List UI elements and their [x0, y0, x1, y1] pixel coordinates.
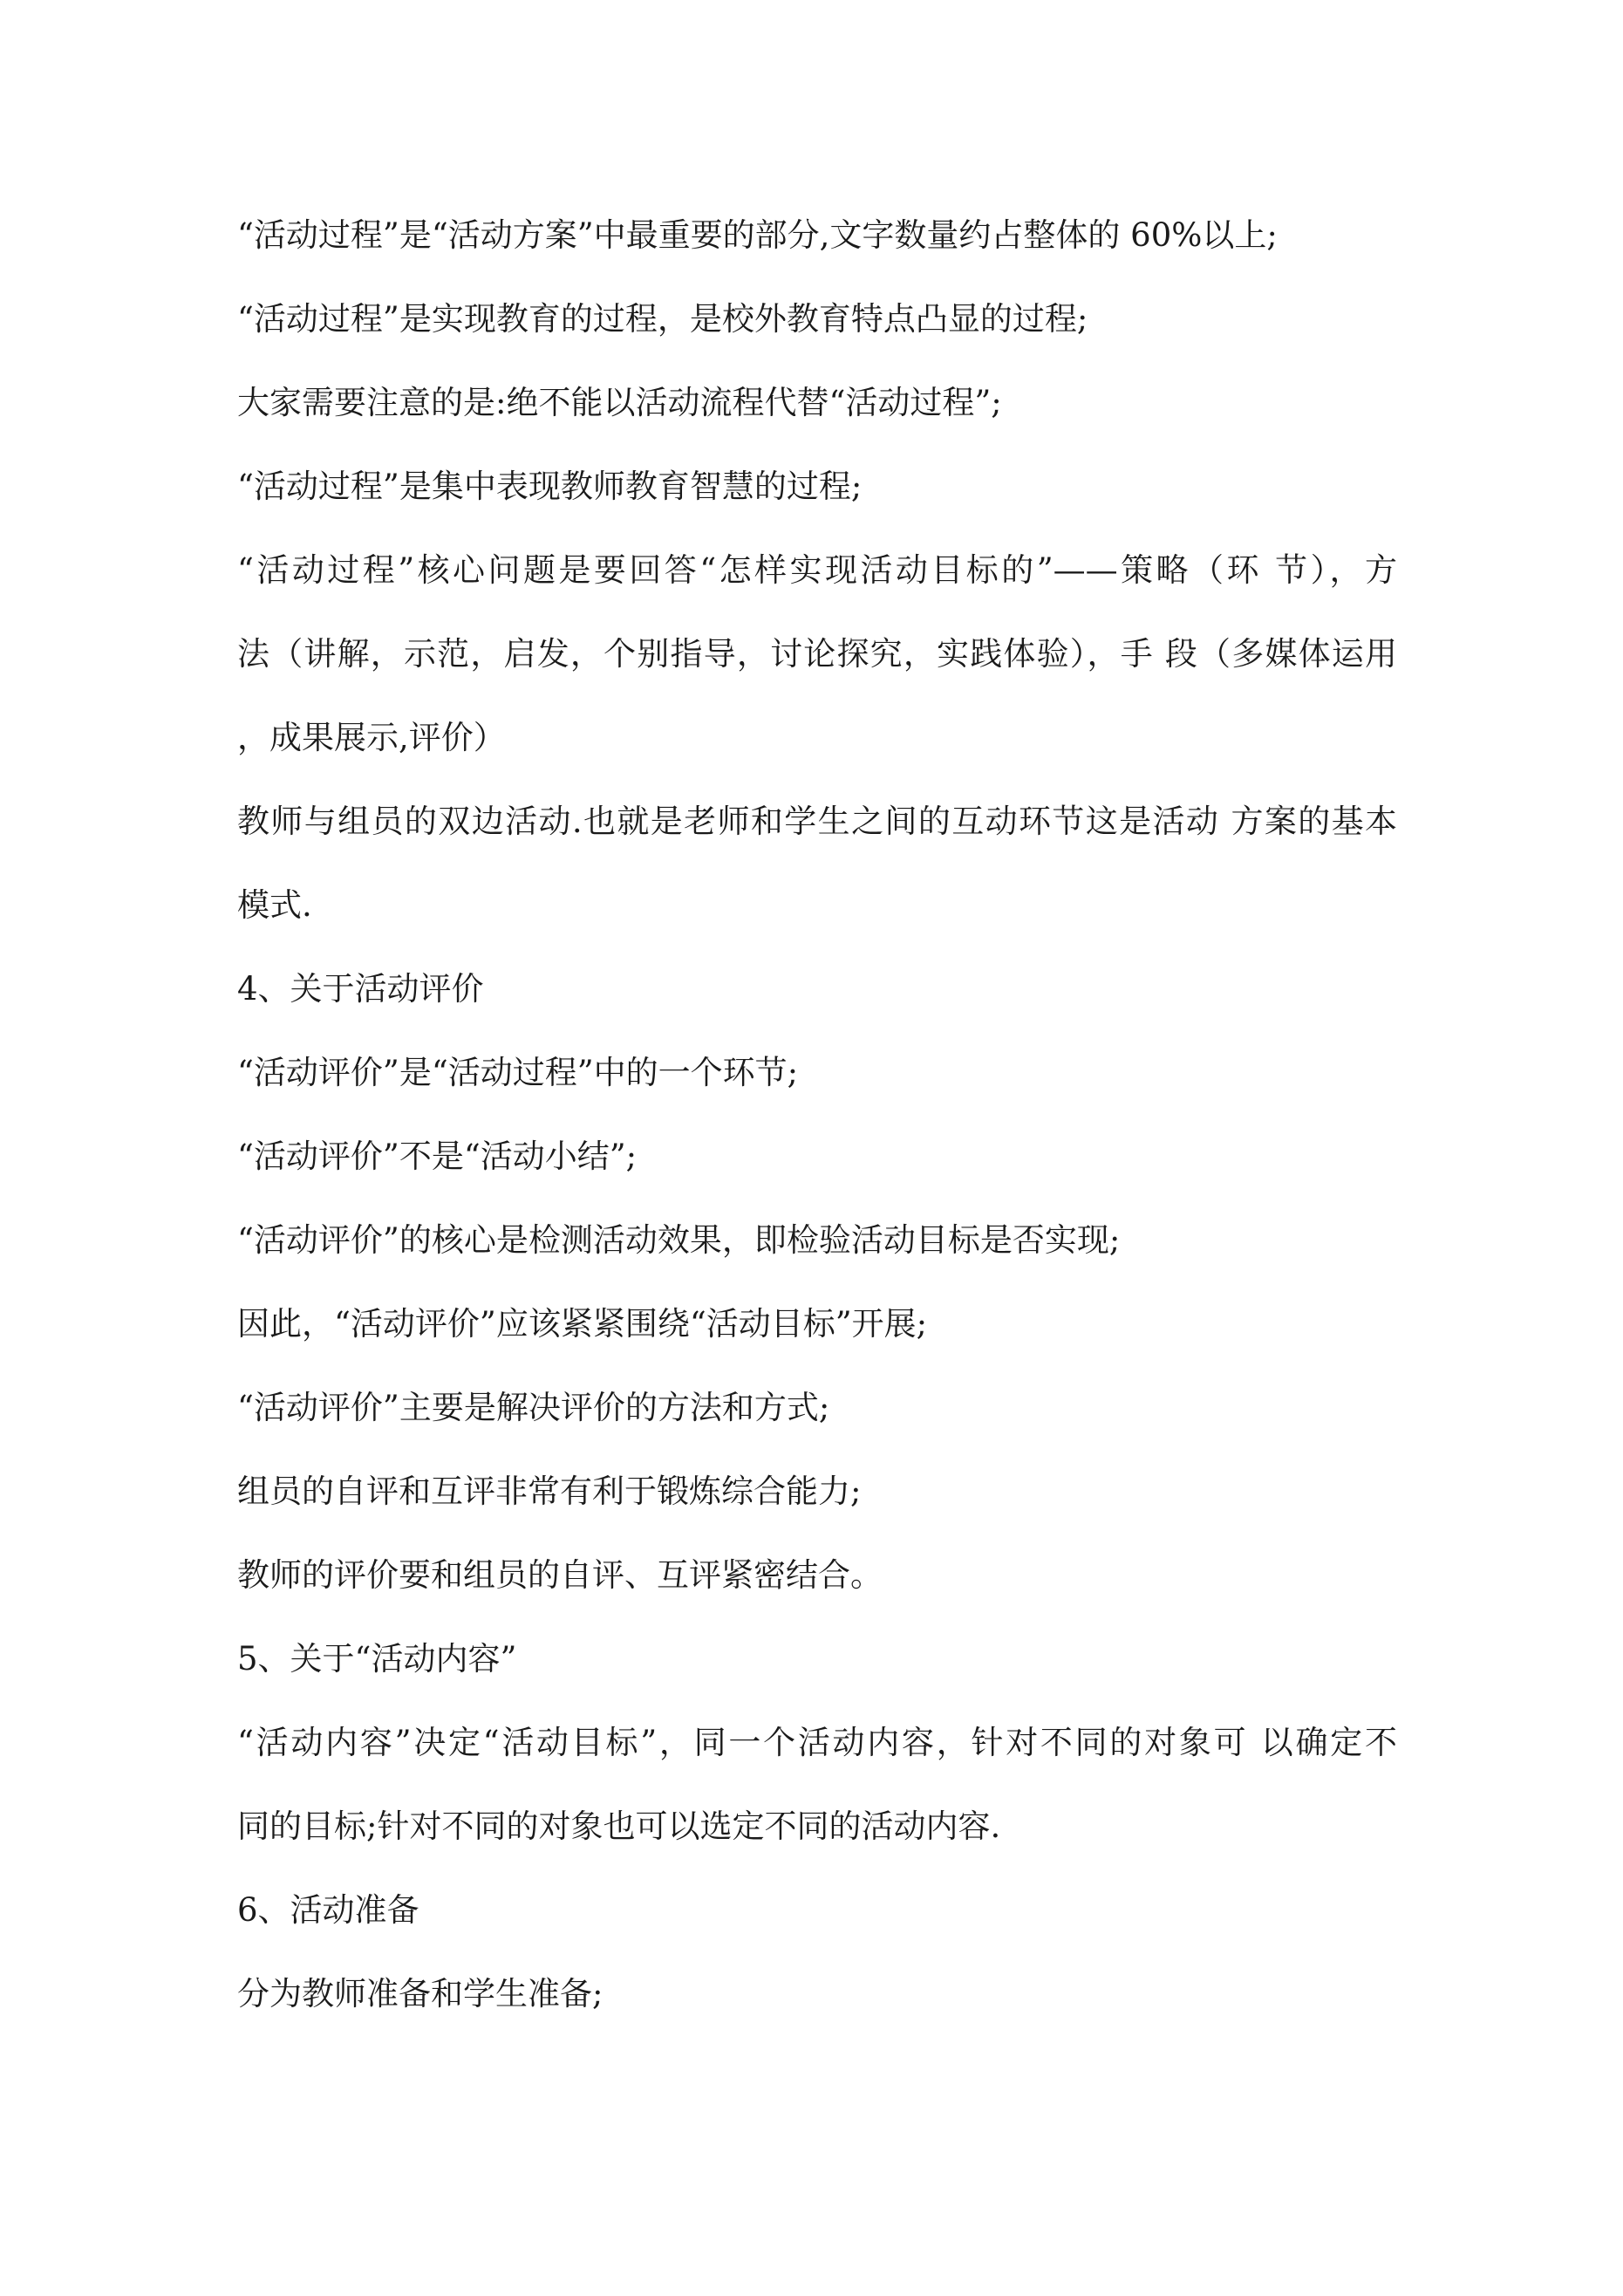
text-line-4: “活动过程”是集中表现教师教育智慧的过程;	[237, 468, 863, 505]
text-line-1: “活动过程”是“活动方案”中最重要的部分,文字数量约占整体的 60%以上;	[237, 216, 1278, 254]
text-line-14: 因此，“活动评价”应该紧紧围绕“活动目标”开展;	[237, 1305, 928, 1343]
text-line-16: 组员的自评和互评非常有利于锻炼综合能力;	[237, 1473, 862, 1510]
section-heading-4: 4、关于活动评价	[237, 970, 484, 1008]
text-line-8: 教师与组员的双边活动.也就是老师和学生之间的互动环节这是活动 方案的基本	[237, 803, 1397, 840]
text-line-11: “活动评价”是“活动过程”中的一个环节;	[237, 1054, 799, 1091]
text-line-5: “活动过程”核心问题是要回答“怎样实现活动目标的”——策略（环 节），方	[237, 551, 1397, 589]
text-line-20: 同的目标;针对不同的对象也可以选定不同的活动内容.	[237, 1807, 1001, 1845]
text-line-15: “活动评价”主要是解决评价的方法和方式;	[237, 1389, 830, 1426]
text-line-17: 教师的评价要和组员的自评、互评紧密结合。	[237, 1556, 883, 1594]
text-line-12: “活动评价”不是“活动小结”;	[237, 1138, 638, 1175]
text-line-7: ，成果展示,评价）	[237, 719, 506, 756]
text-line-2: “活动过程”是实现教育的过程，是校外教育特点凸显的过程;	[237, 300, 1088, 338]
section-heading-5: 5、关于“活动内容”	[237, 1640, 517, 1678]
section-heading-6: 6、活动准备	[237, 1891, 419, 1929]
text-line-13: “活动评价”的核心是检测活动效果，即检验活动目标是否实现;	[237, 1221, 1121, 1259]
text-line-19: “活动内容”决定“活动目标”，同一个活动内容，针对不同的对象可 以确定不	[237, 1724, 1397, 1761]
text-line-22: 分为教师准备和学生准备;	[237, 1975, 604, 2012]
text-line-6: 法（讲解，示范，启发，个别指导，讨论探究，实践体验），手 段（多媒体运用	[237, 635, 1397, 673]
text-line-3: 大家需要注意的是:绝不能以活动流程代替“活动过程”;	[237, 384, 1002, 421]
text-line-9: 模式.	[237, 886, 312, 924]
